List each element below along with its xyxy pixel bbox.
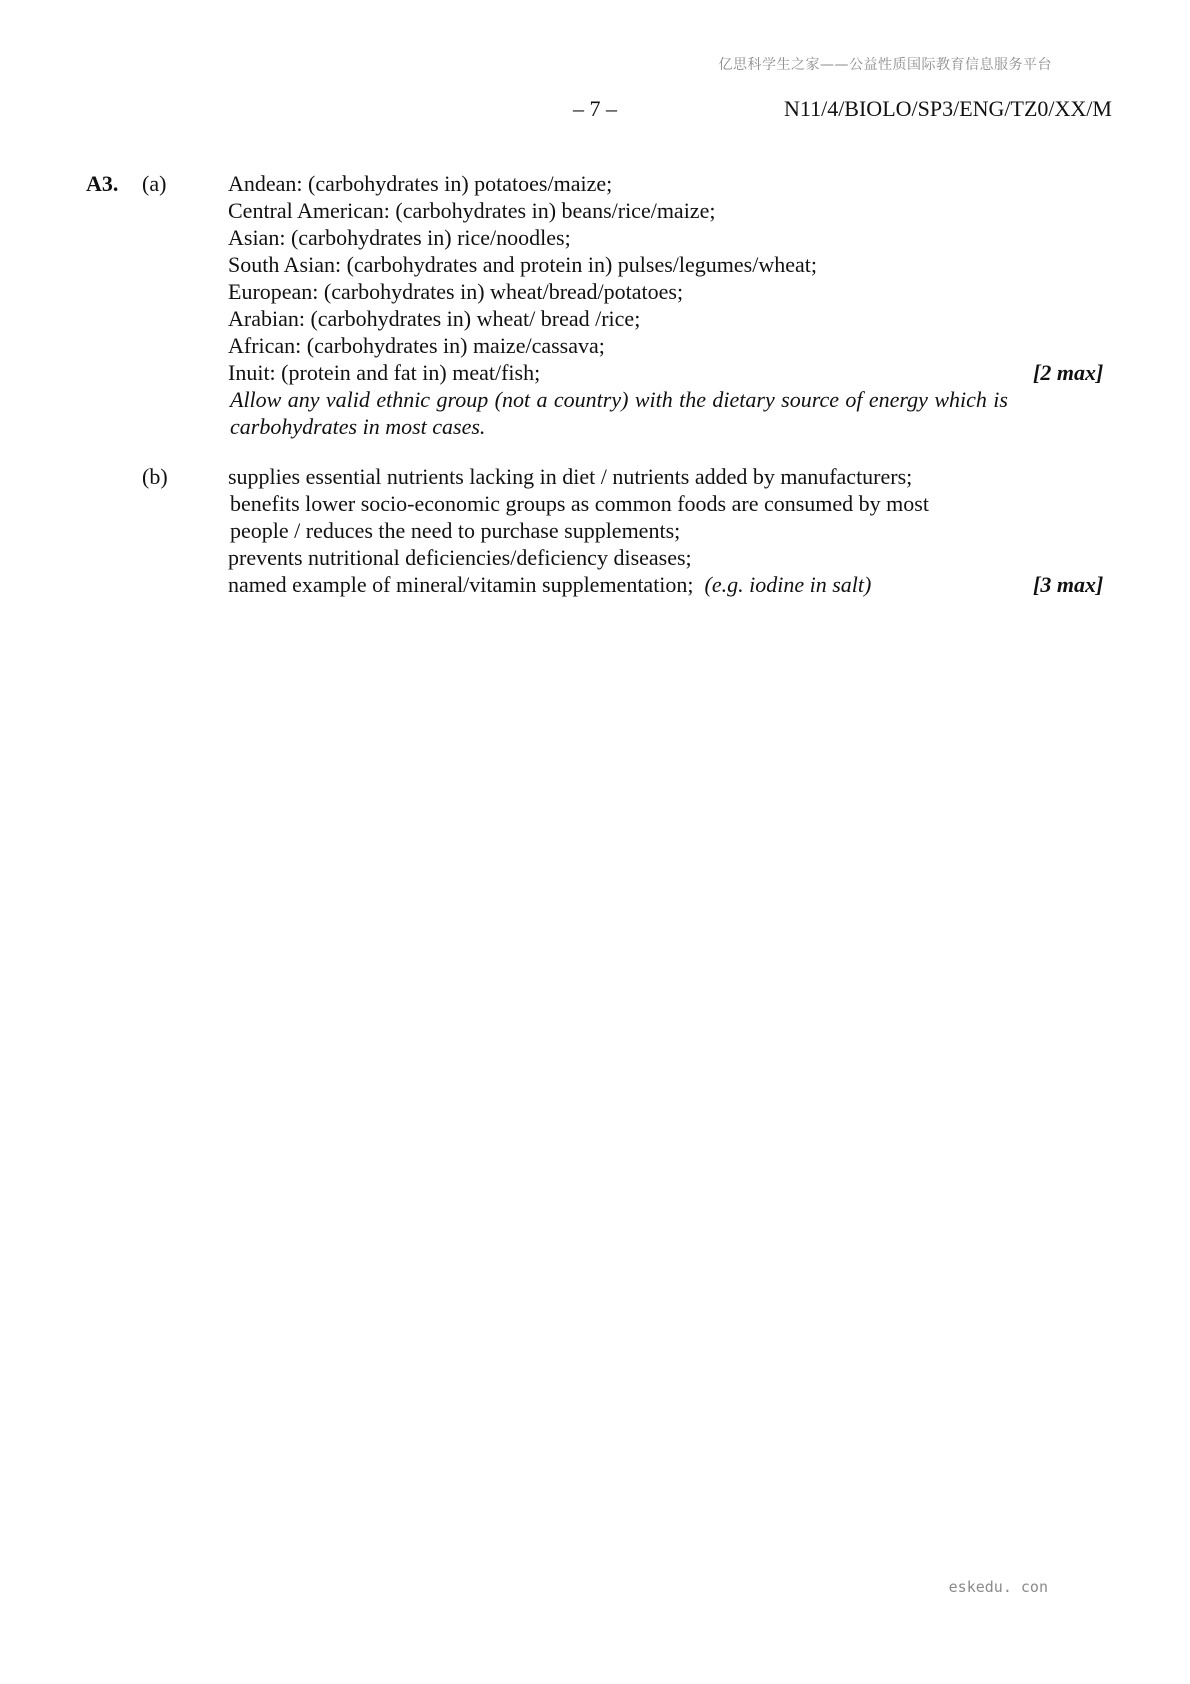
answer-line [228, 571, 1008, 598]
paper-code: N11/4/BIOLO/SP3/ENG/TZ0/XX/M [784, 96, 1112, 121]
answer-line: South Asian: (carbohydrates and protein in) pulses/legumes/wheat; [228, 252, 817, 277]
answer-line: benefits lower socio-economic groups as common foods are consumed by most [230, 491, 929, 516]
question-number: A3. [86, 171, 119, 196]
page-number: – 7 – [573, 96, 617, 121]
answer-line: Andean: (carbohydrates in) potatoes/maize; [228, 171, 613, 196]
marking-note: Allow any valid ethnic group (not a country) with the dietary source of energy which is carbohydrates in most cases. [230, 387, 1008, 439]
part-b-answers [228, 463, 1008, 598]
part-a-label: (a) [142, 171, 167, 196]
part-a-answers [228, 170, 1008, 440]
answer-line: Central American: (carbohydrates in) beans/rice/maize; [228, 198, 716, 223]
answer-line: supplies essential nutrients lacking in diet / nutrients added by manufacturers; [228, 464, 913, 489]
watermark-header: 亿思科学生之家——公益性质国际教育信息服务平台 [718, 57, 1052, 73]
part-b-marks: [3 max] [1033, 572, 1104, 597]
watermark-footer: eskedu. con [948, 1578, 1048, 1596]
part-b-label: (b) [142, 464, 168, 489]
answer-line: Inuit: (protein and fat in) meat/fish; [228, 360, 541, 385]
answer-line: people / reduces the need to purchase supplements; [230, 518, 681, 543]
answer-line: European: (carbohydrates in) wheat/bread/potatoes; [228, 279, 684, 304]
answer-line: Arabian: (carbohydrates in) wheat/ bread /rice; [228, 306, 641, 331]
part-a-marks: [2 max] [1033, 360, 1104, 385]
answer-line: Asian: (carbohydrates in) rice/noodles; [228, 225, 571, 250]
answer-line: African: (carbohydrates in) maize/cassava; [228, 333, 605, 358]
answer-line: prevents nutritional deficiencies/deficiency diseases; [228, 545, 692, 570]
answer-text: named example of mineral/vitamin supplementation; [228, 572, 694, 597]
example-text: (e.g. iodine in salt) [704, 572, 872, 597]
